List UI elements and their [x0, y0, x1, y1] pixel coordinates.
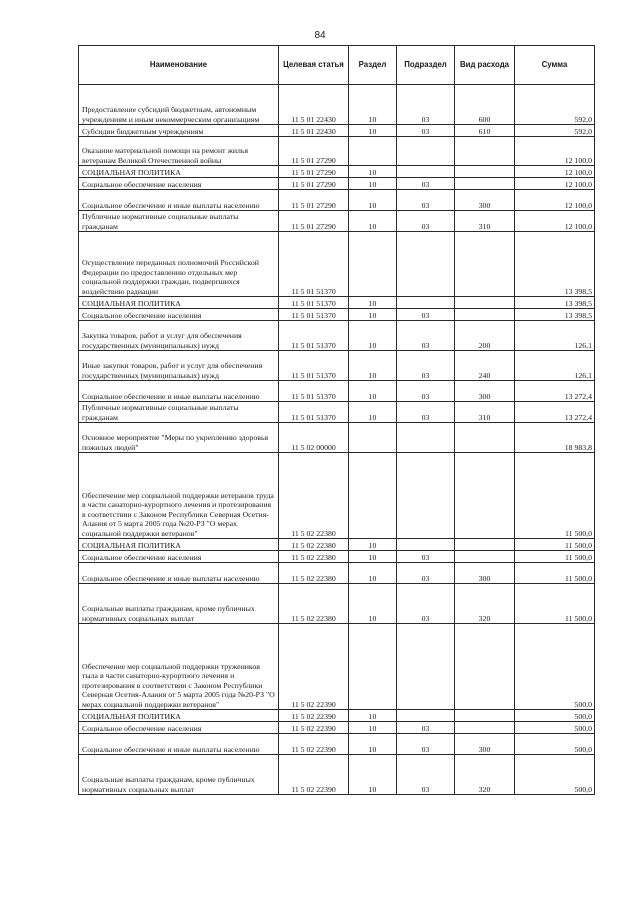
row-expense-type-cell	[455, 453, 515, 539]
table-header-row	[79, 46, 595, 85]
table-row	[79, 755, 595, 795]
row-amount-cell: 12 100,0	[515, 166, 595, 178]
row-target-article-cell: 11 5 01 51370	[279, 232, 349, 297]
row-subsection-cell	[397, 539, 455, 551]
row-expense-type-cell: 310	[455, 402, 515, 423]
row-section-cell: 10	[349, 351, 397, 381]
row-target-article-cell: 11 5 01 51370	[279, 321, 349, 351]
row-target-article-cell: 11 5 02 22380	[279, 453, 349, 539]
row-target-article-cell: 11 5 01 27290	[279, 137, 349, 166]
row-target-article-cell: 11 5 01 51370	[279, 297, 349, 309]
row-expense-type-cell: 300	[455, 190, 515, 211]
table-row	[79, 232, 595, 297]
row-subsection-cell	[397, 624, 455, 710]
row-amount-cell: 11 500,0	[515, 563, 595, 584]
row-name-cell: Публичные нормативные социальные выплаты гражданам	[79, 211, 279, 232]
row-section-cell: 10	[349, 539, 397, 551]
row-section-cell: 10	[349, 584, 397, 624]
row-expense-type-cell	[455, 178, 515, 190]
row-section-cell: 10	[349, 166, 397, 178]
row-name-cell: Предоставление субсидий бюджетным, автономным учреждениям и иным некоммерческим организациям	[79, 85, 279, 125]
row-section-cell: 10	[349, 381, 397, 402]
row-section-cell: 10	[349, 211, 397, 232]
table-row	[79, 710, 595, 722]
row-section-cell: 10	[349, 734, 397, 755]
row-amount-cell: 11 500,0	[515, 453, 595, 539]
row-expense-type-cell: 240	[455, 351, 515, 381]
table-row	[79, 309, 595, 321]
row-expense-type-cell	[455, 624, 515, 710]
row-expense-type-cell	[455, 232, 515, 297]
row-name-cell: Социальное обеспечение и иные выплаты населению	[79, 190, 279, 211]
row-expense-type-cell	[455, 710, 515, 722]
row-name-cell: Субсидии бюджетным учреждениям	[79, 125, 279, 137]
row-subsection-cell	[397, 423, 455, 453]
row-section-cell: 10	[349, 722, 397, 734]
row-expense-type-cell	[455, 423, 515, 453]
row-amount-cell: 12 100,0	[515, 211, 595, 232]
row-name-cell: Публичные нормативные социальные выплаты гражданам	[79, 402, 279, 423]
table-row	[79, 734, 595, 755]
row-name-cell: Иные закупки товаров, работ и услуг для обеспечения государственных (муниципальных) нужд	[79, 351, 279, 381]
row-section-cell: 10	[349, 551, 397, 563]
row-expense-type-cell: 300	[455, 734, 515, 755]
row-expense-type-cell: 320	[455, 584, 515, 624]
row-name-cell: Обеспечение мер социальной поддержки ветеранов труда в части санаторно-курортного лечения и протезирования в соответствии с Законом Республики Северная Осетия-Алания от 5 марта 2005 года №20-РЗ "О мерах социальной поддержки ветеранов"	[79, 453, 279, 539]
table-row	[79, 624, 595, 710]
row-expense-type-cell: 600	[455, 85, 515, 125]
row-amount-cell: 11 500,0	[515, 539, 595, 551]
row-amount-cell: 11 500,0	[515, 551, 595, 563]
header-section: Раздел	[349, 46, 397, 85]
table-row	[79, 402, 595, 423]
row-name-cell: СОЦИАЛЬНАЯ ПОЛИТИКА	[79, 166, 279, 178]
row-amount-cell: 13 398,5	[515, 232, 595, 297]
row-subsection-cell: 03	[397, 551, 455, 563]
row-expense-type-cell	[455, 539, 515, 551]
row-section-cell: 10	[349, 710, 397, 722]
row-expense-type-cell	[455, 551, 515, 563]
row-target-article-cell: 11 5 02 22380	[279, 584, 349, 624]
row-subsection-cell	[397, 710, 455, 722]
row-target-article-cell: 11 5 01 22430	[279, 125, 349, 137]
row-expense-type-cell	[455, 309, 515, 321]
table-row	[79, 137, 595, 166]
row-expense-type-cell: 300	[455, 381, 515, 402]
row-amount-cell: 13 398,5	[515, 297, 595, 309]
table-row	[79, 190, 595, 211]
row-target-article-cell: 11 5 01 51370	[279, 402, 349, 423]
row-target-article-cell: 11 5 02 22390	[279, 734, 349, 755]
row-name-cell: Обеспечение мер социальной поддержки тружеников тыла в части санаторно-курортного лечения и протезирования в соответствии с Законом Республики Северная Осетия-Алания от 5 марта 2005 года №20-РЗ "О мерах социальной поддержки ветеранов"	[79, 624, 279, 710]
row-amount-cell: 592,0	[515, 85, 595, 125]
row-section-cell: 10	[349, 297, 397, 309]
row-name-cell: СОЦИАЛЬНАЯ ПОЛИТИКА	[79, 710, 279, 722]
row-subsection-cell: 03	[397, 85, 455, 125]
row-name-cell: Социальное обеспечение населения	[79, 722, 279, 734]
row-target-article-cell: 11 5 01 51370	[279, 381, 349, 402]
row-amount-cell: 11 500,0	[515, 584, 595, 624]
row-target-article-cell: 11 5 01 22430	[279, 85, 349, 125]
row-subsection-cell: 03	[397, 734, 455, 755]
table-row	[79, 539, 595, 551]
row-subsection-cell	[397, 166, 455, 178]
row-name-cell: Основное мероприятие "Меры по укреплению здоровья пожилых людей"	[79, 423, 279, 453]
row-expense-type-cell: 610	[455, 125, 515, 137]
row-name-cell: Социальное обеспечение и иные выплаты населению	[79, 381, 279, 402]
header-expense-type: Вид расхода	[455, 46, 515, 85]
row-subsection-cell: 03	[397, 211, 455, 232]
table-row	[79, 211, 595, 232]
header-subsection: Подраздел	[397, 46, 455, 85]
row-subsection-cell: 03	[397, 402, 455, 423]
row-expense-type-cell	[455, 722, 515, 734]
row-target-article-cell: 11 5 02 22390	[279, 755, 349, 795]
row-name-cell: Социальные выплаты гражданам, кроме публичных нормативных социальных выплат	[79, 755, 279, 795]
row-expense-type-cell: 310	[455, 211, 515, 232]
row-target-article-cell: 11 5 02 22390	[279, 710, 349, 722]
row-subsection-cell: 03	[397, 178, 455, 190]
row-name-cell: Социальные выплаты гражданам, кроме публичных нормативных социальных выплат	[79, 584, 279, 624]
row-amount-cell: 18 983,8	[515, 423, 595, 453]
table-row	[79, 166, 595, 178]
row-target-article-cell: 11 5 01 51370	[279, 351, 349, 381]
row-subsection-cell: 03	[397, 584, 455, 624]
table-row	[79, 321, 595, 351]
row-target-article-cell: 11 5 02 22390	[279, 624, 349, 710]
row-section-cell	[349, 453, 397, 539]
row-expense-type-cell	[455, 137, 515, 166]
row-section-cell: 10	[349, 178, 397, 190]
row-target-article-cell: 11 5 02 22380	[279, 539, 349, 551]
table-row	[79, 551, 595, 563]
row-section-cell	[349, 232, 397, 297]
row-amount-cell: 126,1	[515, 321, 595, 351]
row-expense-type-cell	[455, 166, 515, 178]
table-row	[79, 563, 595, 584]
row-amount-cell: 500,0	[515, 755, 595, 795]
row-target-article-cell: 11 5 01 27290	[279, 211, 349, 232]
row-amount-cell: 13 398,5	[515, 309, 595, 321]
row-amount-cell: 13 272,4	[515, 402, 595, 423]
row-section-cell: 10	[349, 125, 397, 137]
row-target-article-cell: 11 5 01 27290	[279, 178, 349, 190]
row-target-article-cell: 11 5 01 27290	[279, 166, 349, 178]
row-name-cell: СОЦИАЛЬНАЯ ПОЛИТИКА	[79, 297, 279, 309]
row-amount-cell: 500,0	[515, 734, 595, 755]
row-section-cell: 10	[349, 755, 397, 795]
row-target-article-cell: 11 5 02 22380	[279, 551, 349, 563]
row-target-article-cell: 11 5 01 27290	[279, 190, 349, 211]
row-expense-type-cell	[455, 297, 515, 309]
table-row	[79, 584, 595, 624]
table-row	[79, 381, 595, 402]
table-row	[79, 178, 595, 190]
row-target-article-cell: 11 5 02 22380	[279, 563, 349, 584]
row-subsection-cell: 03	[397, 722, 455, 734]
row-section-cell: 10	[349, 309, 397, 321]
table-row	[79, 453, 595, 539]
row-subsection-cell: 03	[397, 309, 455, 321]
row-amount-cell: 12 100,0	[515, 190, 595, 211]
row-section-cell: 10	[349, 85, 397, 125]
table-body	[79, 85, 595, 795]
row-amount-cell: 592,0	[515, 125, 595, 137]
row-target-article-cell: 11 5 01 51370	[279, 309, 349, 321]
row-subsection-cell	[397, 297, 455, 309]
row-name-cell: Социальное обеспечение и иные выплаты населению	[79, 563, 279, 584]
row-expense-type-cell: 300	[455, 563, 515, 584]
row-name-cell: Социальное обеспечение населения	[79, 551, 279, 563]
row-name-cell: Социальное обеспечение населения	[79, 178, 279, 190]
row-amount-cell: 12 100,0	[515, 178, 595, 190]
row-amount-cell: 13 272,4	[515, 381, 595, 402]
row-section-cell: 10	[349, 402, 397, 423]
row-section-cell: 10	[349, 321, 397, 351]
budget-table	[78, 45, 595, 795]
row-section-cell	[349, 423, 397, 453]
row-name-cell: Осуществление переданных полномочий Российской Федерации по предоставлению отдельных мер социальной поддержки граждан, подвергшихся воздействию радиации	[79, 232, 279, 297]
row-expense-type-cell: 320	[455, 755, 515, 795]
row-subsection-cell: 03	[397, 190, 455, 211]
row-subsection-cell	[397, 137, 455, 166]
row-name-cell: СОЦИАЛЬНАЯ ПОЛИТИКА	[79, 539, 279, 551]
row-amount-cell: 126,1	[515, 351, 595, 381]
row-section-cell	[349, 137, 397, 166]
header-amount: Сумма	[515, 46, 595, 85]
row-section-cell: 10	[349, 563, 397, 584]
row-section-cell: 10	[349, 190, 397, 211]
row-amount-cell: 500,0	[515, 710, 595, 722]
row-subsection-cell: 03	[397, 381, 455, 402]
header-name: Наименование	[79, 46, 279, 85]
row-subsection-cell	[397, 232, 455, 297]
row-subsection-cell: 03	[397, 563, 455, 584]
table-row	[79, 351, 595, 381]
table-row	[79, 85, 595, 125]
row-target-article-cell: 11 5 02 00000	[279, 423, 349, 453]
row-amount-cell: 500,0	[515, 624, 595, 710]
row-section-cell	[349, 624, 397, 710]
table-row	[79, 423, 595, 453]
row-name-cell: Социальное обеспечение населения	[79, 309, 279, 321]
row-name-cell: Социальное обеспечение и иные выплаты населению	[79, 734, 279, 755]
table-row	[79, 125, 595, 137]
row-subsection-cell: 03	[397, 125, 455, 137]
row-name-cell: Оказание материальной помощи на ремонт жилья ветеранам Великой Отечественной войны	[79, 137, 279, 166]
row-subsection-cell: 03	[397, 755, 455, 795]
row-subsection-cell: 03	[397, 321, 455, 351]
row-amount-cell: 500,0	[515, 722, 595, 734]
row-expense-type-cell: 200	[455, 321, 515, 351]
row-amount-cell: 12 100,0	[515, 137, 595, 166]
header-target-article: Целевая статья	[279, 46, 349, 85]
row-target-article-cell: 11 5 02 22390	[279, 722, 349, 734]
table-row	[79, 297, 595, 309]
row-subsection-cell: 03	[397, 351, 455, 381]
table-row	[79, 722, 595, 734]
page-number: 84	[314, 30, 326, 41]
row-name-cell: Закупка товаров, работ и услуг для обеспечения государственных (муниципальных) нужд	[79, 321, 279, 351]
row-subsection-cell	[397, 453, 455, 539]
